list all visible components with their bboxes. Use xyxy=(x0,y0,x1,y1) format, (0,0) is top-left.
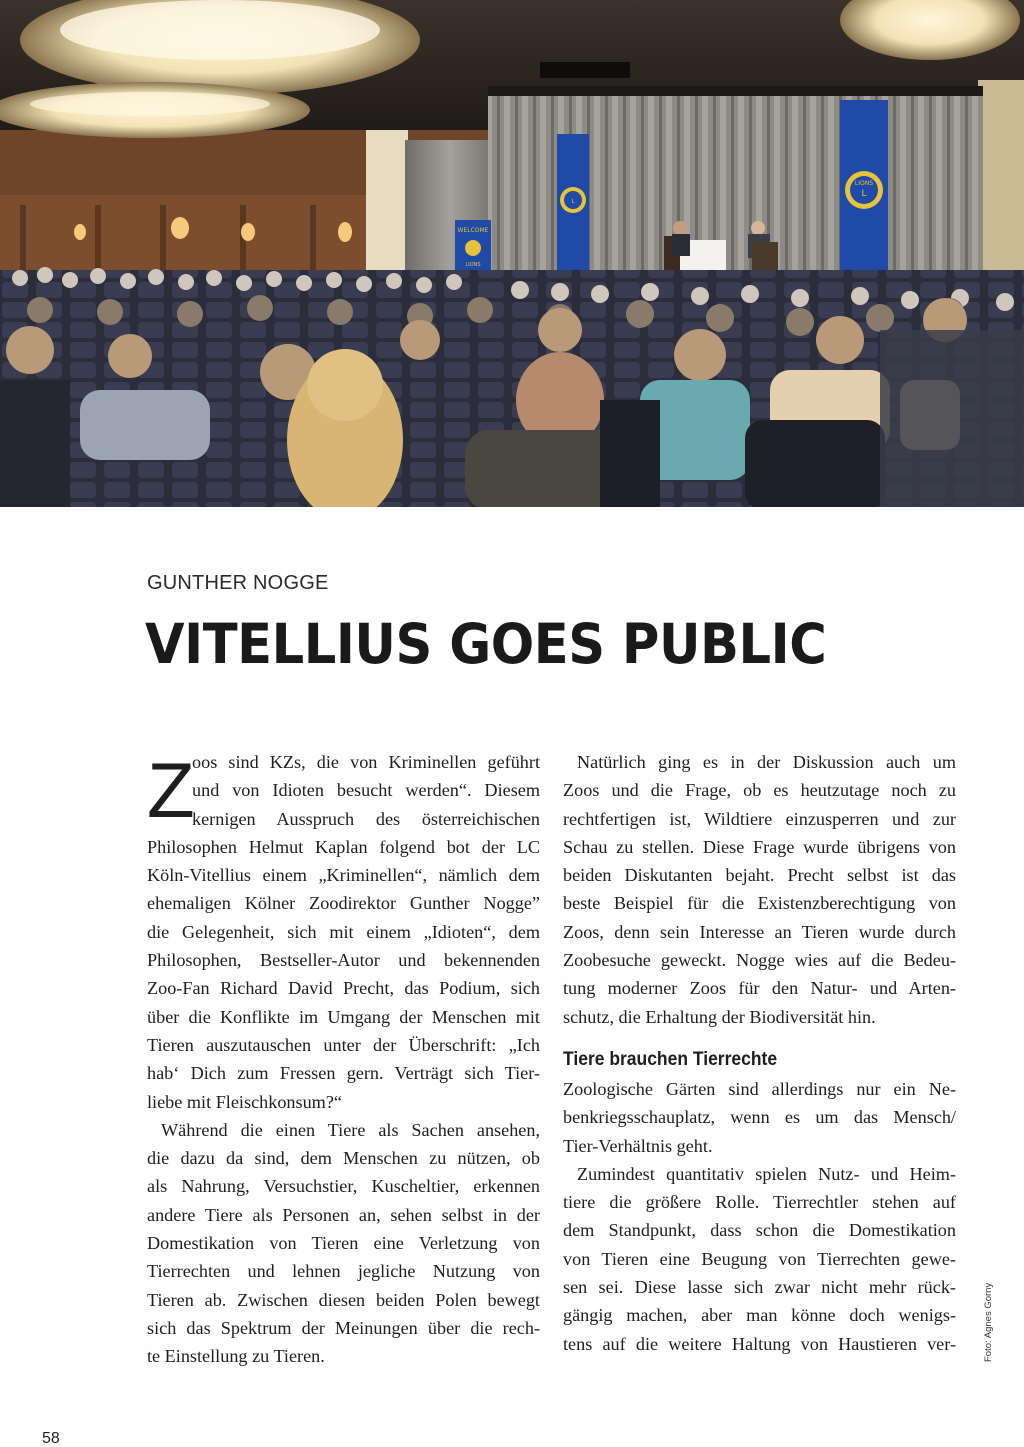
text-line: sen sei. Diese lasse sich zwar nicht mehr rück- xyxy=(563,1277,956,1298)
text-line: benkriegsschauplatz, wenn es um das Mensch/ xyxy=(563,1107,956,1128)
text-line: über die Konflikte im Umgang der Menschen mit xyxy=(147,1006,540,1027)
text-line: tens auf die weitere Haltung von Haustieren ver- xyxy=(563,1333,956,1354)
text-line: Zoologische Gärten sind allerdings nur ein Ne- xyxy=(563,1078,956,1099)
svg-text:L: L xyxy=(861,189,867,199)
section-subheading: Tiere brauchen Tierrechte xyxy=(563,1048,778,1070)
text-line: Domestikation von Tieren eine Verletzung von xyxy=(147,1233,540,1254)
text-line: Während die einen Tiere als Sachen ansehen, xyxy=(161,1119,540,1140)
text-line: Natürlich ging es in der Diskussion auch um xyxy=(577,752,956,772)
svg-text:LIONS: LIONS xyxy=(465,262,481,268)
text-line: sich das Spektrum der Meinungen über die rech- xyxy=(147,1317,540,1338)
text-line: gängig machen, aber man könne doch wenigs- xyxy=(563,1305,956,1326)
svg-text:L: L xyxy=(571,198,575,205)
text-line: Philosophen, Bestseller-Autor und bekennenden xyxy=(147,950,540,971)
svg-text:LIONS: LIONS xyxy=(854,180,874,187)
text-line: Zoos und die Frage, ob es heutzutage noch zu xyxy=(563,780,956,801)
lions-banner-right xyxy=(840,100,888,286)
svg-text:WELCOME: WELCOME xyxy=(457,227,489,234)
pillar xyxy=(366,130,408,290)
text-line: Tier-Verhältnis geht. xyxy=(563,1135,713,1156)
text-line: beste Beispiel für die Existenzberechtigung von xyxy=(563,893,956,914)
author-name: GUNTHER NOGGE xyxy=(147,572,329,594)
text-line: Tieren auszutauschen unter der Überschrift: „Ich xyxy=(147,1034,540,1055)
text-line: die dazu da sind, dem Menschen zu nützen, ob xyxy=(147,1148,540,1169)
article-title: VITELLIUS GOES PUBLIC xyxy=(145,612,827,676)
text-line: te Einstellung zu Tieren. xyxy=(147,1346,325,1367)
event-photo xyxy=(0,0,1024,507)
text-line: Zoo-Fan Richard David Precht, das Podium, sich xyxy=(147,978,540,999)
text-line: beiden Diskutanten bejaht. Precht selbst ist das xyxy=(563,865,956,886)
text-line: liebe mit Fleischkonsum?“ xyxy=(147,1091,342,1112)
text-line: von Tieren eine Beugung von Tierrechten gewe- xyxy=(563,1248,956,1269)
right-column xyxy=(563,748,956,1358)
text-line: Zumindest quantitativ spielen Nutz- und Heim- xyxy=(577,1163,956,1184)
text-line: Zoobesuche geweckt. Nogge wies auf die Bedeu- xyxy=(563,950,956,971)
audience-hall-illustration xyxy=(0,0,1024,507)
welcome-banner xyxy=(455,220,491,272)
lions-banner-left xyxy=(557,134,589,274)
text-line: kernigen Ausspruch des österreichischen xyxy=(192,808,540,829)
text-line: Philosophen Helmut Kaplan folgend bot der LC xyxy=(147,836,540,857)
text-line: ehemaligen Kölner Zoodirektor Gunther Nogge” xyxy=(147,893,540,914)
text-line: Zoos, denn sein Interesse an Tieren wurde durch xyxy=(563,921,956,942)
text-line: Schau zu stellen. Diese Frage wurde übrigens von xyxy=(563,836,956,857)
left-column xyxy=(147,748,540,1371)
page-number: 58 xyxy=(42,1430,60,1447)
drop-cap: Z xyxy=(147,746,195,834)
text-line: Tieren ab. Zwischen diesen beiden Polen bewegt xyxy=(147,1289,540,1310)
text-line: dem Standpunkt, dass schon die Domestikation xyxy=(563,1220,956,1241)
text-line: als Nahrung, Versuchstier, Kuscheltier, erkennen xyxy=(147,1176,540,1197)
text-line: und von Idioten besucht werden“. Diesem xyxy=(192,780,540,801)
text-line: Tierrechten und lehnen jegliche Nutzung von xyxy=(147,1261,540,1282)
photo-credit: Foto: Agnes Gorny xyxy=(983,1282,994,1362)
text-line: Köln-Vitellius einem „Kriminellen“, nämlich dem xyxy=(147,865,540,886)
text-line: tung moderner Zoos für den Natur- und Arten- xyxy=(563,978,956,999)
text-line: oos sind KZs, die von Kriminellen geführt xyxy=(192,752,540,772)
text-line: tiere die größere Rolle. Tierrechtler stehen auf xyxy=(563,1192,956,1213)
text-line: rechtfertigen ist, Wildtiere einzusperren und zur xyxy=(563,808,956,829)
text-line: die Gelegenheit, sich mit einem „Idioten“, dem xyxy=(147,921,540,942)
text-line: andere Tiere als Personen an, sehen selbst in der xyxy=(147,1204,540,1225)
text-line: hab‘ Dich zum Fressen gern. Verträgt sich Tier- xyxy=(147,1063,540,1084)
text-line: schutz, die Erhaltung der Biodiversität hin. xyxy=(563,1006,876,1027)
